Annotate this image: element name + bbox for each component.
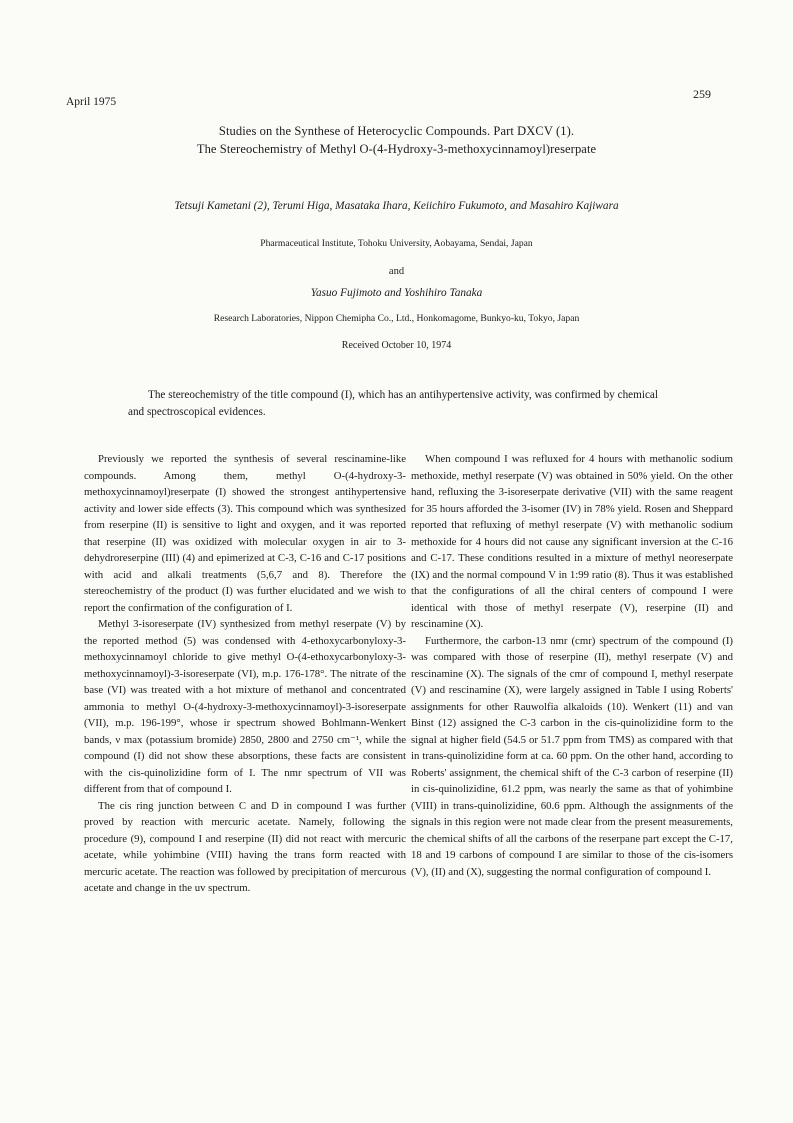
paragraph: The cis ring junction between C and D in compound I was further proved by reaction with mercuric acetate. Namely, following the procedure (9), compound I and reserpine (II) did not react with mercuric acetate, while yohimbine (VIII) having the trans form reacted with mercuric acetate. The reaction was followed by precipitation of mercurous acetate and change in the uv spectrum. [84,799,406,894]
body-column-left [84,451,406,897]
abstract: The stereochemistry of the title compound (I), which has an antihypertensive activity, was confirmed by chemical and spectroscopical evidences. [128,389,658,418]
paper-title-line-1: Studies on the Synthese of Heterocyclic Compounds. Part DXCV (1). [218,124,575,138]
paragraph: Furthermore, the carbon-13 nmr (cmr) spectrum of the compound (I) was compared with those of reserpine (II), methyl reserpate (V) and rescinamine (X). The signals of the cmr of compound I, methyl reserpate (V) and rescinamine (X), were largely assigned in Table I using Roberts' assignments for other Rauwolfia alkaloids (10). Wenkert (11) and van Binst (12) assigned the C-3 carbon in the cis-quinolizidine form to the signal at higher field (54.5 or 51.7 ppm from TMS) as compared with that in trans-quinolizidine form at ca. 60 ppm. On the other hand, according to Roberts' assignment, the chemical shift of the C-3 carbon of reserpine (II) in cis-quinolizidine, 61.2 ppm, was nearly the same as that of yohimbine (VIII) in trans-quinolizidine, 60.6 ppm. Although the assignments of the signals in this region were not made clear from the present measurements, the chemical shifts of all the carbons of the reserpane part except the C-17, 18 and 19 carbons of compound I are similar to those of the cis-isomers (V), (II) and (X), suggesting the normal configuration of compound I. [411,634,733,878]
body-column-right [411,451,733,880]
affiliation-1: Pharmaceutical Institute, Tohoku University, Aobayama, Sendai, Japan [260,238,533,249]
paragraph: Methyl 3-isoreserpate (IV) synthesized from methyl reserpate (V) by the reported method (5) was condensed with 4-ethoxycarbonyloxy-3-methoxycinnamoyl chloride to give methyl O-(4-ethoxycarbonyloxy-3-methoxycinnamoyl)-3-isoreserpate (VI), m.p. 176-178°. The nitrate of the base (VI) was treated with a hot mixture of methanol and concentrated ammonia to methyl O-(4-hydroxy-3-methoxycinnamoyl)-3-isoreserpate (VII), m.p. 196-199°, whose ir spectrum showed Bohlmann-Wenkert bands, ν max (potassium bromide) 2850, 2800 and 2750 cm⁻¹, while the compound (I) did not show these absorptions, these facts are consistent with the cis-quinolizidine form of I. The nmr spectrum of VII was different from that of compound I. [84,618,406,795]
running-header-date: April 1975 [66,96,117,108]
author-list-2: Yasuo Fujimoto and Yoshihiro Tanaka [310,287,483,299]
affiliation-2: Research Laboratories, Nippon Chemipha Co., Ltd., Honkomagome, Bunkyo-ku, Tokyo, Japan [213,313,580,324]
author-conjunction: and [388,266,405,277]
author-list-1: Tetsuji Kametani (2), Terumi Higa, Masataka Ihara, Keiichiro Fukumoto, and Masahiro Kajiwara [174,200,619,212]
received-date: Received October 10, 1974 [341,340,452,351]
page-number: 259 [693,87,711,101]
paper-title-line-2: The Stereochemistry of Methyl O-(4-Hydroxy-3-methoxycinnamoyl)reserpate [196,142,597,156]
paragraph: Previously we reported the synthesis of several rescinamine-like compounds. Among them, methyl O-(4-hydroxy-3-methoxycinnamoyl)reserpate (I) showed the strongest antihypertensive activity and lower side effects (3). This compound which was synthesized from reserpine (II) is sensitive to light and oxygen, and it was reported that reserpine (II) was oxidized with molecular oxygen in air to 3-dehydroreserpine (III) (4) and epimerized at C-3, C-16 and C-17 positions with acid and alkali treatments (5,6,7 and 8). Therefore the stereochemistry of the product (I) was further elucidated and we wish to report the confirmation of the configuration of I. [84,453,406,614]
paragraph: When compound I was refluxed for 4 hours with methanolic sodium methoxide, methyl reserpate (V) was obtained in 50% yield. On the other hand, refluxing the 3-isoreserpate derivative (VII) with the same reagent for 35 hours afforded the 3-isomer (IV) in 78% yield. Rosen and Sheppard reported that refluxing of methyl reserpate (V) with methanolic sodium methoxide for 4 hours did not cause any significant inversion at the C-16 and C-17. These conditions resulted in a mixture of methyl neoreserpate (IX) and the normal compound V in 1:99 ratio (8). Thus it was established that the configurations of all the chiral centers of compound I were identical with those of methyl reserpate (V), reserpine (II) and rescinamine (X). [411,453,733,630]
